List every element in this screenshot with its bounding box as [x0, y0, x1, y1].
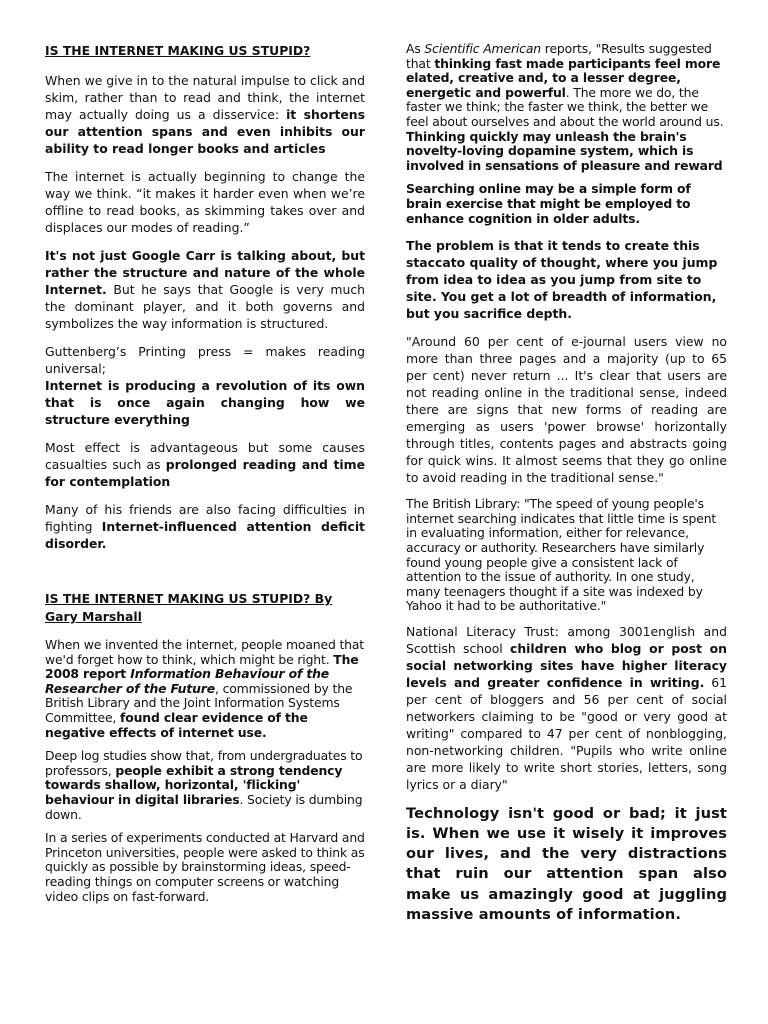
bold-text: children who blog or post on social networking sites have higher literacy levels and greater confidence in writing. — [406, 640, 727, 690]
bold-text: The 2008 report — [45, 651, 359, 682]
bold-text: The problem is that it tends to create this staccato quality of thought, where you jump from idea to idea as you jump from site to site. You get a lot of breadth of information, but you sacrifice depth. — [406, 238, 718, 322]
bold-text: thinking fast made participants feel more elated, creative and, to a lesser degree, energetic and powerful — [406, 55, 721, 100]
italic-text: Scientific American — [424, 41, 541, 56]
paragraph: The British Library: "The speed of young people's internet searching indicates that little time is spent in evaluating information, either for relevance, accuracy or authority. Researchers have similarly found young people give a consistent lack of attention to the issue of authority. In one study, many teenagers thought if a site was indexed by Yahoo it had to be authoritative." — [406, 496, 717, 614]
bold-italic-text: Information Behaviour of the Researcher of the Future — [45, 666, 330, 696]
text: Guttenberg’s Printing press = makes reading universal; — [45, 344, 365, 376]
paragraph — [45, 343, 365, 428]
bold-text: people exhibit a strong tendency towards shallow, horizontal, 'flicking' behaviour in digital libraries — [45, 762, 343, 807]
paragraph: The internet is actually beginning to change the way we think. “it makes it harder even when we’re offline to read books, as skimming takes over and displaces our modes of reading.” — [45, 169, 365, 235]
closing-statement: Technology isn't good or bad; it just is. When we use it wisely it improves our lives, and the very distractions that ruin our attention span also make us amazingly good at juggling massive amounts of information. — [406, 804, 727, 923]
bold-text: It's not just Google Carr is talking about, but rather the structure and nature of the whole Internet. — [45, 248, 365, 297]
text: Most effect is advantageous but some causes casualties such as — [45, 440, 365, 472]
paragraph: "Around 60 per cent of e-journal users view no more than three pages and a majority (up to 65 per cent) never return ... It's clear that users are not reading online in the traditional sense, indeed there are signs that new forms of reading are emerging as users 'power browse' horizontally through titles, contents pages and abstracts going for quick wins. It almost seems that they go online to avoid reading in the traditional sense." — [406, 334, 727, 486]
text: But he says that Google is very much the dominant player, and it both governs and symbolizes the way information is structured. — [45, 282, 365, 331]
paragraph — [406, 182, 727, 226]
text: Many of his friends are also facing difficulties in fighting — [45, 502, 365, 534]
paragraph — [406, 623, 727, 793]
text: Deep log studies show that, from undergraduates to professors, — [45, 748, 363, 778]
article-heading-2: IS THE INTERNET MAKING US STUPID? By Gary Marshall — [45, 591, 333, 624]
bold-text: found clear evidence of the negative effects of internet use. — [45, 709, 308, 740]
paragraph — [45, 501, 365, 552]
text: . The more we do, the faster we think; the faster we think, the better we feel about ourselves and about the world around us. — [406, 84, 724, 129]
text: As — [406, 41, 425, 56]
bold-text: it shortens our attention spans and even inhibits our ability to read longer books and articles — [45, 107, 366, 156]
text: When we give in to the natural impulse to click and skim, rather than to read and think, the internet may actually doing us a disservice: — [45, 73, 365, 122]
paragraph — [406, 42, 727, 173]
paragraph — [45, 72, 365, 157]
bold-text: Internet-influenced attention deficit disorder. — [45, 519, 365, 551]
bold-text: Internet is producing a revolution of its own that is once again changing how we structure everything — [45, 378, 365, 427]
paragraph — [406, 237, 727, 322]
article-heading-1: IS THE INTERNET MAKING US STUPID? — [45, 43, 311, 58]
left-column — [45, 42, 365, 904]
paragraph — [45, 749, 365, 822]
text: 61 per cent of bloggers and 56 per cent of social networkers claiming to be "good or very good at writing" compared to 47 per cent of nonblogging, non-networking children. "Pupils who write online are more likely to write short stories, letters, song lyrics or a diary" — [406, 674, 727, 792]
text: reports, "Results suggested that — [406, 41, 712, 71]
paragraph — [45, 439, 365, 490]
paragraph: In a series of experiments conducted at Harvard and Princeton universities, people were asked to think as quickly as possible by brainstorming ideas, speed-reading things on computer screens or watching video clips on fast-forward. — [45, 830, 365, 904]
text: . Society is dumbing down. — [45, 791, 363, 822]
paragraph — [45, 247, 365, 332]
text: , commissioned by the British Library and the Joint Information Systems Committee, — [45, 680, 353, 725]
right-column — [406, 42, 727, 925]
bold-text: Thinking quickly may unleash the brain's novelty-loving dopamine system, which is involved in sensations of pleasure and reward — [406, 128, 723, 173]
text: National Literacy Trust: among 3001english and Scottish school — [406, 623, 727, 656]
paragraph — [45, 638, 365, 740]
text: When we invented the internet, people moaned that we'd forget how to think, which might be right. — [45, 637, 365, 667]
bold-text: Searching online may be a simple form of brain exercise that might be employed to enhance cognition in older adults. — [406, 181, 691, 226]
bold-text: prolonged reading and time for contemplation — [45, 457, 365, 489]
